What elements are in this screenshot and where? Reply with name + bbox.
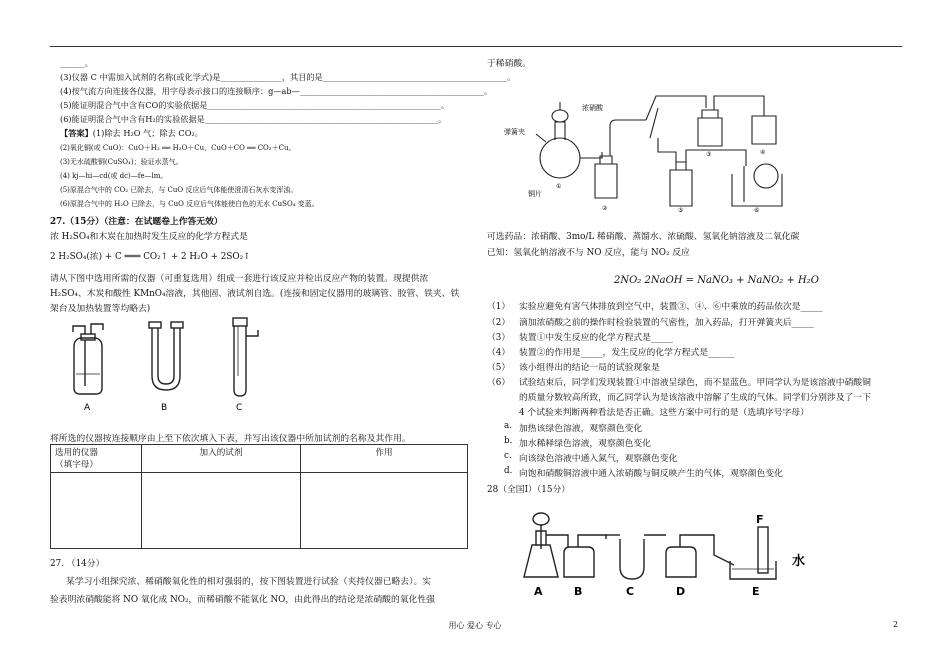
sub-question-6-line-2: 的质量分数较高所致，而乙同学认为是该溶液中溶解了生成的气体。同学们分别涉及了一下 bbox=[519, 393, 871, 403]
question-28-title: 28（全国Ⅰ）（15分） bbox=[487, 485, 571, 495]
option-b: b. 加水稀释绿色溶液，观察颜色变化 bbox=[504, 436, 651, 449]
apparatus-figure-nitric bbox=[500, 78, 810, 213]
answer-1: (1)除去 H₂O 气；除去 CO₂。 bbox=[92, 128, 203, 138]
reagent-list: 可选药品：浓硝酸、3mo/L 稀硝酸、蒸馏水、浓硫酸、氢氧化钠溶液及二氧化碳 bbox=[487, 232, 800, 242]
answer-label: 【答案】 bbox=[60, 128, 93, 138]
label-spring-clip: 弹簧夹 bbox=[504, 128, 525, 136]
label-6: ⑥ bbox=[754, 207, 760, 213]
label-28-e: E bbox=[752, 585, 760, 597]
label-28-d: D bbox=[676, 585, 686, 597]
table-cell-apparatus[interactable] bbox=[51, 473, 142, 549]
flask-1 bbox=[540, 138, 580, 178]
label-4: ④ bbox=[760, 149, 766, 156]
question-4: (4)按气流方向连接各仪器，用字母表示接口的连接顺序：g—ab—_____________________________________________。 bbox=[60, 86, 493, 96]
tube-f bbox=[758, 527, 768, 573]
table-header-reagent: 加入的试剂 bbox=[142, 445, 301, 473]
label-copper: 铜片 bbox=[528, 190, 542, 198]
sub-question-1: （1） 实验应避免有害气体排放到空气中，装置③、④、⑥中乘放的药品依次是_____ bbox=[487, 302, 823, 312]
question-3: (3)仪器 C 中需加入试剂的名称(或化学式)是_______________，其目的是_____________________________________________。 bbox=[60, 72, 516, 82]
q27b-line-2: 验表明浓硝酸能将 NO 氧化成 NO₂，而稀硝酸不能氧化 NO，由此得出的结论是浓硝酸的氧化性强 bbox=[50, 595, 435, 605]
page-number: 2 bbox=[893, 620, 899, 629]
known-fact: 已知：氢氧化钠溶液不与 NO 反应，能与 NO₂ 反应 bbox=[487, 248, 690, 258]
table-cell-purpose[interactable] bbox=[301, 473, 468, 549]
blank-line: ______。 bbox=[60, 58, 93, 68]
table-cell-reagent[interactable] bbox=[142, 473, 301, 549]
option-c: c. 向该绿色溶液中通入氮气，观察颜色变化 bbox=[504, 451, 678, 464]
sub-question-6-line-3: 4 个试验来判断两种看法是否正确。这些方案中可行的是（选填序号字母） bbox=[519, 408, 809, 418]
beaker-6 bbox=[732, 174, 782, 206]
answer-table bbox=[50, 444, 468, 549]
question-6: (6)能证明混合气中含有H₂的实验依据是_________________________________________________________。 bbox=[60, 114, 447, 124]
trough-e bbox=[730, 561, 776, 579]
reaction-formula: 2NO₂ 2NaOH = NaNO₃ + NaNO₂ + H₂O bbox=[614, 275, 819, 286]
question-27-title: 27.（15分）（注意：在试题卷上作答无效） bbox=[50, 217, 223, 227]
q27-line-3: H₂SO₄、木炭和酸性 KMnO₄溶液，其他固、液试剂自选。(连接和固定仪器用的玻璃管、胶管、铁夹、铁 bbox=[50, 289, 460, 299]
label-c: C bbox=[236, 403, 243, 413]
u-tube-c bbox=[620, 539, 644, 579]
bottle-2 bbox=[595, 164, 617, 198]
sub-question-4: （4） 装置②的作用是_____，发生反应的化学方程式是______ bbox=[487, 348, 735, 358]
apparatus-figure-28 bbox=[520, 505, 820, 597]
label-3: ③ bbox=[706, 151, 712, 158]
label-conc-nitric: 浓硝酸 bbox=[582, 104, 603, 112]
answer-3: (3)无水硫酸铜(CuSO₄)；验证水蒸气。 bbox=[60, 158, 183, 166]
label-5: ⑤ bbox=[678, 207, 684, 213]
label-a: A bbox=[84, 403, 91, 413]
q27-line-4: 架台及加热装置等均略去) bbox=[50, 304, 151, 314]
bottle-b bbox=[564, 547, 594, 577]
label-28-b: B bbox=[574, 585, 583, 597]
sub-question-2: （2） 滴加浓硝酸之前的操作时检验装置的气密性，加入药品，打开弹簧夹后_____ bbox=[487, 318, 814, 328]
u-tube-b bbox=[149, 322, 183, 390]
bottle-a bbox=[73, 324, 103, 394]
bottle-4 bbox=[752, 116, 776, 144]
tube-c bbox=[233, 318, 258, 396]
q27-line-2: 请从下图中选用所需的仪器（可重复选用）组成一套进行该反应并检出反应产物的装置。现提供浓 bbox=[50, 274, 429, 284]
footer-slogan: 用心 爱心 专心 bbox=[448, 621, 502, 630]
label-1: ① bbox=[556, 183, 562, 190]
question-27b-title: 27. （14分） bbox=[50, 559, 105, 569]
right-top-line: 于稀硝酸。 bbox=[487, 59, 531, 69]
answer-5: (5)原混合气中的 CO₂ 已除去，与 CuO 反应后气体能使澄清石灰水变浑浊。 bbox=[60, 186, 298, 194]
answer-6: (6)原混合气中的 H₂O 已除去，与 CuO 反应后气体能使白色的无水 CuSO₄ 变蓝。 bbox=[60, 200, 319, 208]
answer-2: (2)氧化铜(或 CuO)：CuO＋H₂ ══ H₂O＋Cu，CuO＋CO ══ CO₂＋Cu。 bbox=[60, 144, 296, 152]
label-2: ② bbox=[602, 205, 608, 212]
label-28-water: 水 bbox=[792, 554, 806, 569]
label-28-f: F bbox=[756, 513, 764, 526]
answer-4: (4) kj—hi—cd(或 dc)—fe—lm。 bbox=[60, 172, 168, 180]
table-intro: 将所选的仪器按连接顺序由上至下依次填入下表，并写出该仪器中所加试剂的名称及其作用。 bbox=[50, 434, 411, 444]
apparatus-figure-abc bbox=[60, 314, 290, 414]
question-5: (5)能证明混合气中含有CO的实验依据是_________________________________________________________。 bbox=[60, 100, 449, 110]
bottle-d bbox=[666, 547, 696, 577]
q27-equation: 2 H₂SO₄(浓) + C ═══ CO₂↑ + 2 H₂O + 2SO₂↑ bbox=[50, 252, 251, 262]
label-b: B bbox=[161, 403, 168, 413]
q27b-line-1: 某学习小组探究浓、稀硝酸氧化性的相对强弱的，按下图装置进行试验（夹持仪器已略去）。实 bbox=[66, 577, 432, 587]
label-28-a: A bbox=[534, 585, 543, 597]
bottle-3 bbox=[698, 118, 722, 146]
bottle-5 bbox=[670, 170, 692, 206]
table-header-purpose: 作用 bbox=[301, 445, 468, 473]
label-28-c: C bbox=[626, 585, 635, 597]
option-a: a. 加热该绿色溶液，观察颜色变化 bbox=[504, 421, 643, 434]
table-header-row bbox=[51, 445, 468, 473]
sub-question-3: （3） 装置①中发生反应的化学方程式是_____ bbox=[487, 333, 673, 343]
table-row bbox=[51, 473, 468, 549]
q27-line-1: 浓 H₂SO₄和木炭在加热时发生反应的化学方程式是 bbox=[50, 232, 248, 242]
sub-question-6: （6） 试验结束后，同学们发现装置①中溶液呈绿色，而不显蓝色。甲同学认为是该溶液中硝酸铜 bbox=[487, 378, 871, 388]
answer-line-1 bbox=[60, 128, 203, 139]
header-rule bbox=[50, 46, 902, 47]
flask-a bbox=[524, 545, 558, 577]
option-d: d. 向饱和硝酸铜溶液中通入浓硝酸与铜反映产生的气体，观察颜色变化 bbox=[504, 466, 783, 479]
table-header-apparatus: 选用的仪器 （填字母） bbox=[51, 445, 142, 473]
sub-question-5: （5） 该小组得出的结论一局的试验现象是 bbox=[487, 363, 660, 373]
